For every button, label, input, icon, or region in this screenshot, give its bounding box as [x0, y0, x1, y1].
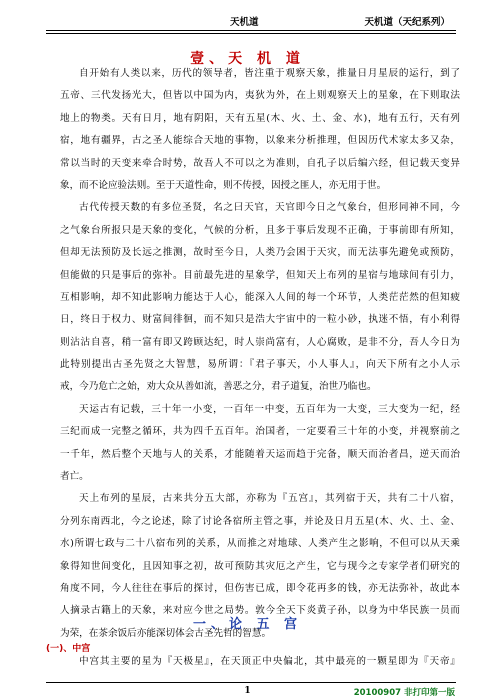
paragraph-line: 之气象台所报只是天象的变化，气候的分析，且多于事后发现不正确，于事前即有所知，: [60, 224, 460, 236]
paragraph-line: 地上的物类。天有日月，地有阴阳，天有五星(木、火、土、金、水)，地有五行，天有列: [60, 112, 460, 124]
paragraph-line: 象，而不论应验法则。至于天道性命，则不传授，因授之匪人，亦无用于世。: [60, 179, 387, 191]
paragraph-line: 古代传授天数的有多位圣贤，名之曰天官，天官即今日之气象台，但形同神不同，今: [79, 202, 460, 214]
paragraph-line: 五帝、三代发扬光大，但皆以中国为内，夷狄为外，在上则观察天上的星象，在下则取法: [60, 90, 460, 102]
last-paragraph: [60, 651, 460, 673]
page-header: [46, 14, 456, 28]
paragraph-line: 此特别提出古圣先贤之大智慧，易所谓：『君子事天，小人事人』，向天下所有之小人示: [60, 359, 460, 371]
paragraph-line: 为荣，在茶余饭后亦能深切体会古圣先哲的智慧。: [60, 627, 272, 639]
paragraph-line: 宿，地有疆界，古之圣人能综合天地的事物，以象来分析推理，但因历代术家太多又杂，: [60, 135, 460, 147]
paragraph: [60, 399, 460, 489]
paragraph-line: 戒，今乃危亡之始，劝大众从善如流，善恶之分，君子道复，治世乃临也。: [60, 381, 377, 393]
paragraph-line: 分列东南西北，今之论述，除了讨论各宿所主管之事，并论及日月五星(木、火、土、金、: [60, 515, 460, 527]
paragraph-line: 日，终日于权力、财富间徘徊，而不知只是浩大宇宙中的一粒小砂，执迷不悟，有小利得: [60, 314, 460, 326]
body-text: [60, 63, 460, 645]
paragraph-line: 中宫其主要的星为『天极星』，在天顶正中央偏北，其中最亮的一颗星即为『天帝』: [79, 656, 460, 667]
paragraph-line: 三纪而成一完整之循环，共为四千五百年。治国者，一定要看三十年的小变，并视察前之: [60, 426, 460, 438]
paragraph-line: 但能做的只是事后的弥补。目前最先进的星象学，但知天上布列的星宿与地球间有引力，: [60, 269, 460, 281]
paragraph-line: 象得知世间变化，且因知事之初，故可预防其灾厄之产生，它与现今之专家学者们研究的: [60, 560, 460, 572]
paragraph-line: 人摘录古籍上的天象，来对应今世之局势。敦今全天下炎黄子孙，以身为中华民族一员而: [60, 605, 460, 617]
paragraph-line: 天运古有记载，三十年一小变，一百年一中变，五百年为一大变，三大变为一纪，经: [79, 403, 460, 415]
header-rule-thin: [46, 33, 456, 34]
paragraph: [60, 197, 460, 399]
paragraph-line: 则沾沾自喜，稍一富有即又跨顾达纪，时人崇尚富有，人心腐败，是非不分，吾人今日为: [60, 336, 460, 348]
paragraph-line: 天上布列的星辰，古来共分五大部，亦称为『五宫』，其列宿于天，共有二十八宿，: [79, 493, 460, 505]
chapter-title: 壹、天 机 道: [190, 51, 305, 67]
paragraph-line: 者亡。: [60, 471, 89, 483]
footer-rule: [46, 682, 456, 683]
section-title: 一、论 五 宫: [192, 617, 303, 632]
page-number: 1: [244, 686, 251, 696]
paragraph-line: 水)所谓七政与二十八宿布列的关系，从而推之对地球、人类产生之影响，不但可以从天乘: [60, 538, 460, 550]
header-rule: [46, 30, 456, 31]
paragraph-line: 一千年，然后整个天地与人的关系，才能随着天运而趋于完备，顺天而治者昌，逆天而治: [60, 448, 460, 460]
paragraph-line: 互相影响，却不知此影响力能达于人心，能深入人间的每一个环节，人类茫茫然的但知疲: [60, 291, 460, 303]
paragraph-line: 自开始有人类以来，历代的领导者，皆注重于观察天象，推量日月星辰的运行，到了: [79, 68, 460, 79]
header-right-title: 天机道（天纪系列）: [364, 17, 450, 28]
paragraph: [60, 63, 460, 197]
footer-note: 20100907 非打印第一版: [353, 688, 455, 698]
header-left-title: 天机道: [230, 17, 259, 28]
paragraph-line: 常以当时的天变来牵合时势，故吾人不可以之为准则，自孔子以后编六经，但记载天变异: [60, 157, 460, 169]
paragraph-line: 但却无法预防及长远之推测，故时至今日，人类乃会困于天灾，而无法事先避免或预防，: [60, 247, 460, 259]
sub-title: (一)、中宫: [46, 644, 91, 654]
paragraph-line: 角度不同，今人往往在事后的探讨，但伤害已成，即令花再多的钱，亦无法弥补，故此本: [60, 582, 460, 594]
